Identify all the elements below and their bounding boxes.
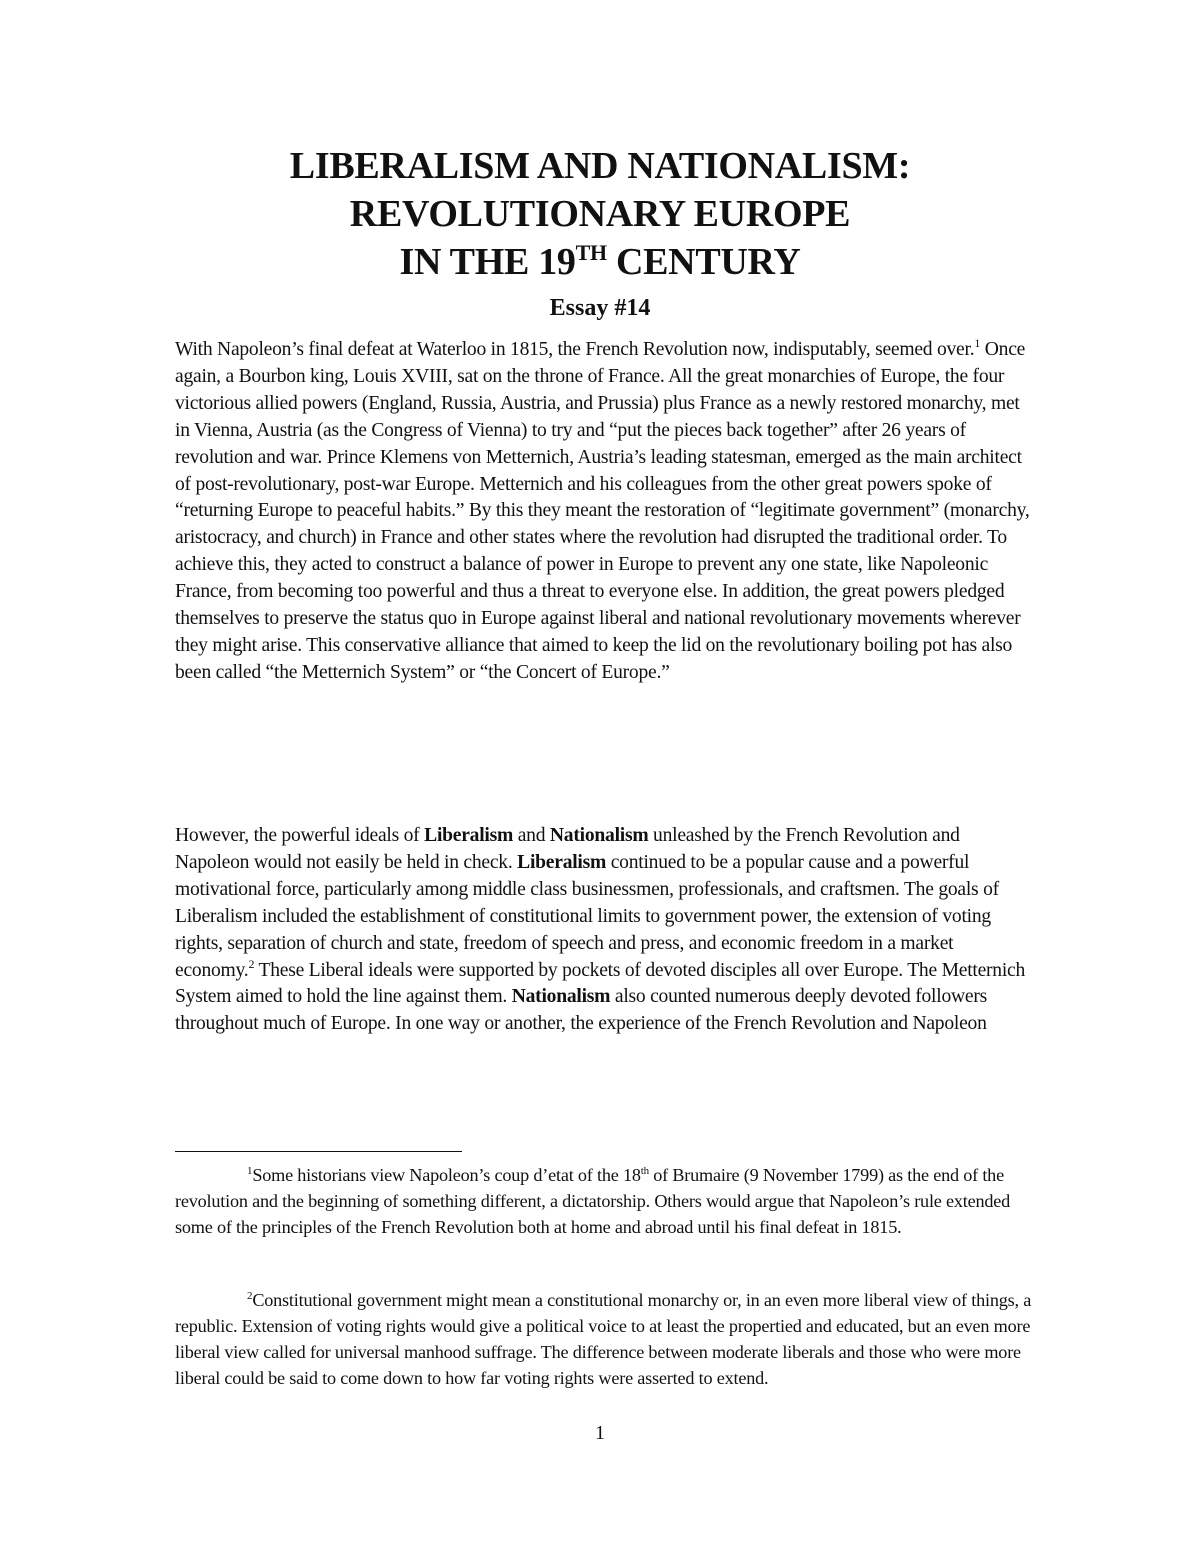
- page-title-line-1: LIBERALISM AND NATIONALISM:: [289, 145, 911, 187]
- page-title-line-3: [0, 238, 1200, 286]
- footnote-ref-1[interactable]: 1: [974, 336, 981, 350]
- footnote-1-superscript: th: [640, 1165, 649, 1177]
- bold-term-liberalism: Liberalism: [424, 825, 514, 846]
- footnote-1-text-a: Some historians view Napoleon’s coup d’etat of the 18: [252, 1165, 641, 1185]
- page-title-line-2: REVOLUTIONARY EUROPE: [349, 193, 851, 235]
- paragraph-2-text-3: unleashed by the French Revolution and Napoleon would not easily be held in check.: [175, 825, 960, 873]
- title-superscript: TH: [575, 240, 607, 265]
- body-paragraph-1: [175, 337, 1035, 687]
- footnote-ref-2[interactable]: 2: [248, 956, 255, 971]
- essay-subtitle: Essay #14: [549, 295, 651, 321]
- paragraph-2-text-2: and: [513, 825, 550, 846]
- title-block: [0, 142, 1200, 328]
- footnote-2-text: Constitutional government might mean a constitutional monarchy or, in an even more liberal view of things, a republic. Extension of voting rights would give a political voice to at least the propertied and educated, but an even more liberal view called for universal manhood suffrage. The difference between moderate liberals and those who were more liberal could be said to come down to how far voting rights were asserted to extend.: [175, 1290, 1032, 1388]
- paragraph-2-text-1: However, the powerful ideals of: [175, 825, 425, 846]
- footnote-1: [175, 1162, 1035, 1240]
- paragraph-2-text-5: These Liberal ideals were supported by pockets of devoted disciples all over Europe. The Metternich System aimed to hold the line against them.: [175, 959, 1026, 1008]
- paragraph-2-text-4: continued to be a popular cause and a powerful motivational force, particularly among middle class businessmen, professionals, and craftsmen. The goals of Liberalism included the establishment of constitutional limits to government power, the extension of voting rights, separation of church and state, freedom of speech and press, and economic freedom in a market economy.: [175, 851, 999, 981]
- footnote-2: [175, 1287, 1035, 1391]
- footnote-2-number: 2: [247, 1290, 253, 1302]
- footnote-1-number: 1: [247, 1165, 253, 1177]
- page-number: 1: [595, 1422, 605, 1444]
- paragraph-1-text-a: With Napoleon’s final defeat at Waterloo in 1815, the French Revolution now, indisputably, seemed over.: [175, 339, 975, 360]
- footnote-1-text-b: of Brumaire (9 November 1799) as the end of the revolution and the beginning of something different, a dictatorship. Others would argue that Napoleon’s rule extended some of the principles of the French Revolution both at home and abroad until his final defeat in 1815.: [175, 1165, 1011, 1237]
- title-line-3-prefix: IN THE 19: [399, 241, 576, 283]
- body-paragraph-2: [175, 823, 1035, 1038]
- paragraph-2-text-6: also counted numerous deeply devoted followers throughout much of Europe. In one way or another, the experience of the French Revolution and Napoleon: [175, 986, 987, 1035]
- paragraph-1-text-b: Once again, a Bourbon king, Louis XVIII, sat on the throne of France. All the great monarchies of Europe, the four victorious allied powers (England, Russia, Austria, and Prussia) plus France as a newly restored monarchy, met in Vienna, Austria (as the Congress of Vienna) to try and “put the pieces back together” after 26 years of revolution and war. Prince Klemens von Metternich, Austria’s leading statesman, emerged as the main architect of post-revolutionary, post-war Europe. Metternich and his colleagues from the other great powers spoke of “returning Europe to peaceful habits.” By this they meant the restoration of “legitimate government” (monarchy, aristocracy, and church) in France and other states where the revolution had disrupted the traditional order. To achieve this, they acted to construct a balance of power in Europe to prevent any one state, like Napoleonic France, from becoming too powerful and thus a threat to everyone else. In addition, the great powers pledged themselves to preserve the status quo in Europe against liberal and national revolutionary movements wherever they might arise. This conservative alliance that aimed to keep the lid on the revolutionary boiling pot has also been called “the Metternich System” or “the Concert of Europe.”: [175, 339, 1030, 683]
- bold-term-liberalism-2: Liberalism: [517, 851, 607, 873]
- title-line-3-suffix: CENTURY: [606, 241, 801, 283]
- bold-term-nationalism: Nationalism: [549, 825, 649, 846]
- footnote-divider: [175, 1151, 462, 1152]
- bold-term-nationalism-2: Nationalism: [511, 986, 611, 1008]
